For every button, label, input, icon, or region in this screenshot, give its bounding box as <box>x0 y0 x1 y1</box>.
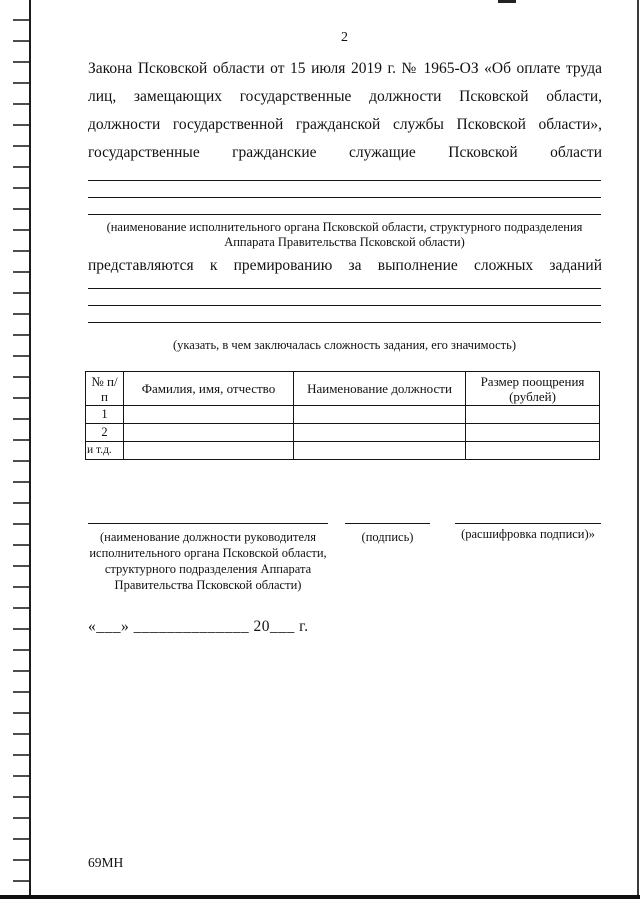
task-caption: (указать, в чем заключалась сложность задания, его значимость) <box>172 338 517 352</box>
cell-position <box>294 424 466 442</box>
table-header-num: № п/п <box>86 372 124 406</box>
scan-right-edge-line <box>637 0 639 899</box>
scan-bottom-edge-line <box>0 895 640 899</box>
blank-line <box>88 180 601 181</box>
blank-line <box>88 322 601 323</box>
sign-caption: (подпись) <box>361 530 414 544</box>
cell-amount <box>466 424 600 442</box>
blank-line <box>88 197 601 198</box>
table-header-position: Наименование должности <box>294 372 466 406</box>
cell-name <box>124 442 294 460</box>
signature-line-title <box>88 523 328 524</box>
cell-num: 2 <box>86 424 124 442</box>
table-header-name: Фамилия, имя, отчество <box>124 372 294 406</box>
cell-amount <box>466 406 600 424</box>
blank-line <box>88 214 601 215</box>
scan-top-dash <box>498 0 516 3</box>
blank-line <box>88 288 601 289</box>
scan-left-edge-line <box>29 0 31 899</box>
cell-name <box>124 406 294 424</box>
doc-code: 69МН <box>88 855 124 870</box>
page-number: 2 <box>341 30 348 45</box>
blank-line <box>88 305 601 306</box>
cell-position <box>294 442 466 460</box>
cell-name <box>124 424 294 442</box>
cell-num: 1 <box>86 406 124 424</box>
premium-sentence: представляются к премированию за выполнение сложных заданий <box>88 257 602 274</box>
signature-line-sign <box>345 523 430 524</box>
org-caption: (наименование исполнительного органа Псковской области, структурного подразделения Аппарата Правительства Псковской области) <box>106 220 583 249</box>
table-row <box>86 424 600 442</box>
cell-amount <box>466 442 600 460</box>
table-row <box>86 406 600 424</box>
date-line: «___» ______________ 20___ г. <box>88 618 309 635</box>
signature-line-name <box>455 523 601 524</box>
scan-left-ticks <box>13 0 29 899</box>
signature-left-caption: (наименование должности руководителя исполнительного органа Псковской области, структурного подразделения Аппарата Правительства Псковской области) <box>89 530 327 592</box>
cell-position <box>294 406 466 424</box>
sign-decryption-caption: (расшифровка подписи)» <box>461 527 595 541</box>
table-header-row <box>86 372 600 406</box>
rewards-table <box>85 371 600 460</box>
table-row <box>86 442 600 460</box>
table-header-amount: Размер поощрения (рублей) <box>466 372 600 406</box>
intro-paragraph: Закона Псковской области от 15 июля 2019 г. № 1965-ОЗ «Об оплате труда лиц, замещающих государственные должности Псковской области, должности государственной гражданской службы Псковской области», государственные гражданские служащие Псковской области <box>88 60 602 161</box>
cell-num: и т.д. <box>86 442 124 460</box>
